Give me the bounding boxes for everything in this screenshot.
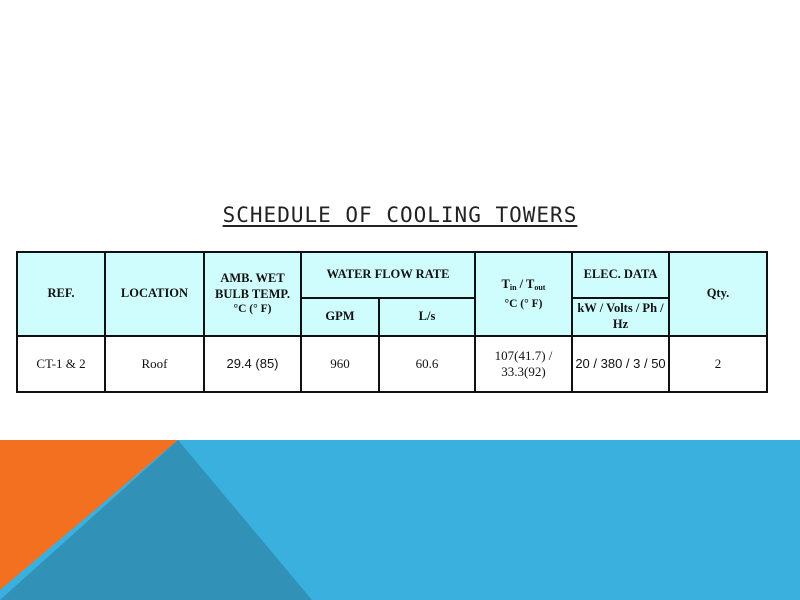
- cell-qty: 2: [669, 336, 767, 392]
- header-elec-data: ELEC. DATA: [572, 252, 669, 298]
- header-amb-line2: BULB TEMP.: [214, 286, 291, 301]
- cell-tout: 33.3(92): [501, 364, 546, 379]
- header-out-subscript: out: [534, 282, 546, 292]
- cell-amb-temp: 29.4 (85): [204, 336, 301, 392]
- header-water-flow-rate: WATER FLOW RATE: [301, 252, 475, 298]
- cell-location: Roof: [105, 336, 204, 392]
- header-amb-unit: °C (° F): [233, 303, 272, 316]
- header-temp-unit: °C (° F): [504, 297, 543, 310]
- header-location: LOCATION: [105, 252, 204, 336]
- cell-tin: 107(41.7) /: [494, 347, 553, 363]
- cell-ref: CT-1 & 2: [17, 336, 105, 392]
- header-elec-units: kW / Volts / Ph / Hz: [572, 298, 669, 336]
- table-row: [17, 336, 767, 392]
- header-gpm: GPM: [301, 298, 379, 336]
- cell-elec-data: 20 / 380 / 3 / 50: [572, 336, 669, 392]
- page-title: SCHEDULE OF COOLING TOWERS: [222, 203, 578, 227]
- cell-ls: 60.6: [379, 336, 475, 392]
- cooling-tower-schedule-table: [16, 251, 768, 393]
- cell-tin-tout: [475, 336, 572, 392]
- header-t-out: / T: [516, 276, 535, 291]
- header-ref: REF.: [17, 252, 105, 336]
- header-qty: Qty.: [669, 252, 767, 336]
- header-t-in: T: [501, 276, 510, 291]
- header-amb-line1: AMB. WET: [220, 271, 285, 286]
- header-ls: L/s: [379, 298, 475, 336]
- table-header-row-1: [17, 252, 767, 298]
- header-tin-tout-label: [478, 277, 569, 293]
- header-tin-tout: [475, 252, 572, 336]
- cell-gpm: 960: [301, 336, 379, 392]
- header-amb-wet-bulb-temp: [204, 252, 301, 336]
- header-in-subscript: in: [509, 282, 517, 292]
